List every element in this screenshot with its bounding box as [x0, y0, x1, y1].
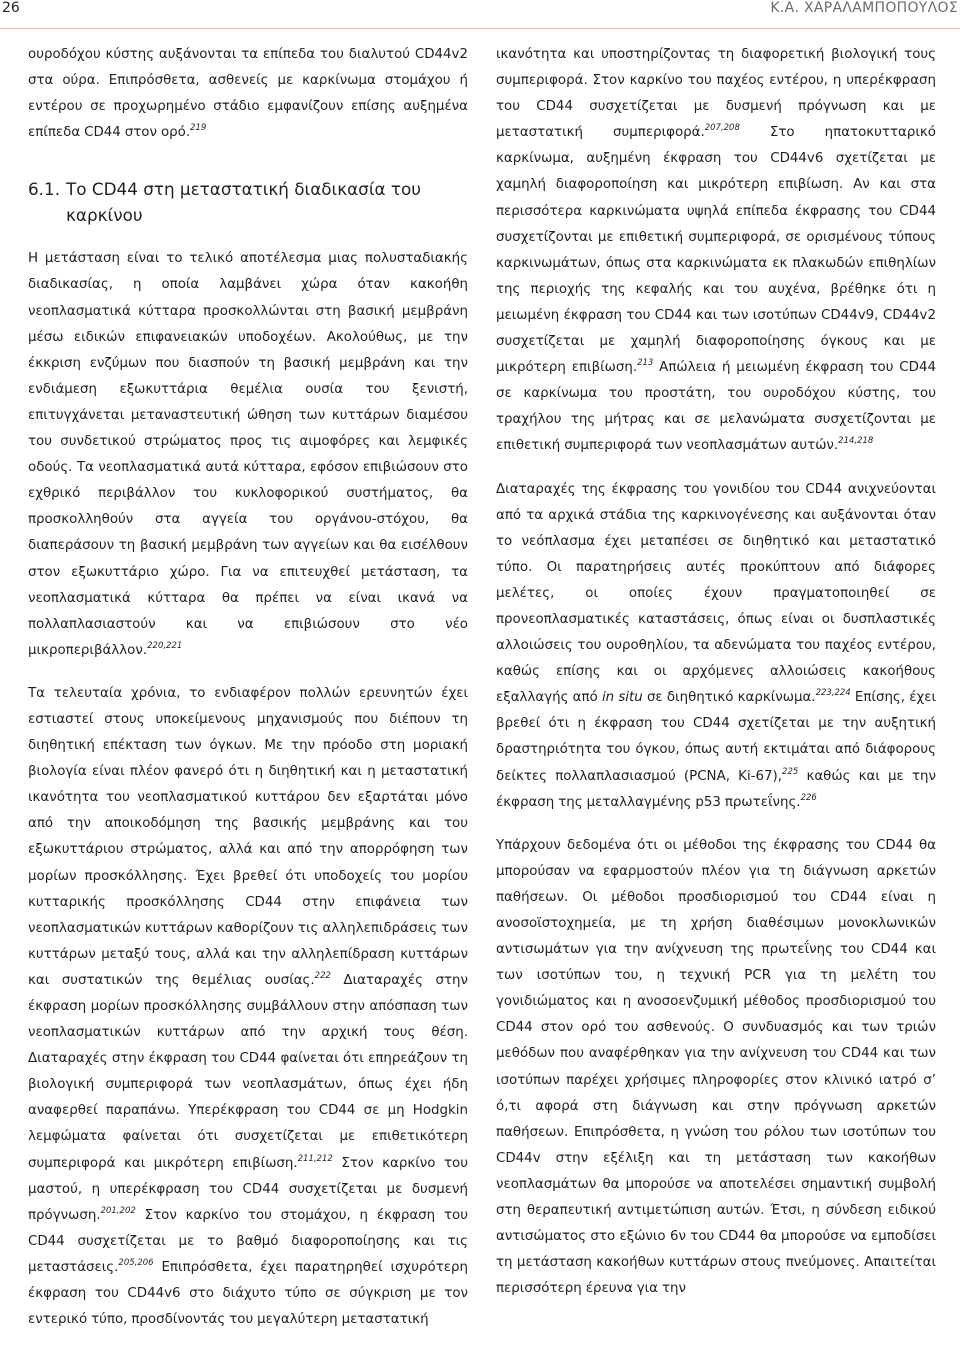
paragraph: Υπάρχουν δεδομένα ότι οι μέθοδοι της έκφρασης του CD44 θα μπορούσαν να εφαρμοστούν πλέον για τη διάγνωση αρκετών παθήσεων. Οι μέθοδοι προσδιορισμού του CD44 είναι η ανοσοϊστοχημεία, με τη χρήση διαθέσιμων μονοκλωνικών αντισωμάτων για την ανίχνευση της πρωτεΐνης του CD44 και των ισοτύπων του, η τεχνική PCR για τη μελέτη του γονιδιώματος και η ανοσοενζυμική μέθοδος προσδιορισμού του CD44 στον ορό του ασθενούς. Ο συνδυασμός και των τριών μεθόδων που αναφέρθηκαν για την ανίχνευση του CD44 και των ισοτύπων παρέχει χρήσιμες πληροφορίες στον κλινικό ιατρό σ’ ό,τι αφορά στη διάγνωση και στην πρόγνωση αρκετών παθήσεων. Επιπρόσθετα, η γνώση του ρόλου των ισοτύπων του CD44v στην εξέλιξη και τη μετάσταση των κακοήθων νεοπλασμάτων θα μπορούσε να αποτελέσει σημαντική συμβολή στη θεραπευτική αντιμετώπιση αυτών. Έτσι, η σύνδεση ειδικού αντισώματος στο εξώνιο 6ν του CD44 θα μπορούσε να εμποδίσει τη μετάσταση κακοήθων κυττάρων στους πνεύμονες. Απαιτείται περισσότερη έρευνα για την — [496, 837, 936, 1297]
page-number: 26 — [2, 0, 20, 16]
citation: 223,224 — [815, 688, 851, 699]
citation: 226 — [800, 792, 817, 803]
citation: 207,208 — [704, 123, 740, 134]
citation: 211,212 — [297, 1153, 333, 1164]
paragraph: Η μετάσταση είναι το τελικό αποτέλεσμα μιας πολυσταδιακής διαδικασίας, η οποία λαμβάνει χώρα όταν κακοήθη νεοπλασματικά κύτταρα προσκολλώνται στη βασική μεμβράνη μέσω ειδικών επιφανειακών υποδοχέων. Ακολούθως, με την έκκριση ενζύμων που διασπούν τη βασική μεμβράνη και την ενδιάμεση εξωκυττάρια θεμέλια ουσία του ξενιστή, επιτυγχάνεται μεταναστευτική ώθηση των κυττάρων διαμέσου του συνδετικού στρώματος προς τις αιμοφόρες και λεμφικές οδούς. Τα νεοπλασματικά αυτά κύτταρα, εφόσον επιβιώσουν στο εχθρικό περιβάλλον του κυκλοφορικού συστήματος, θα προσκολληθούν στα αγγεία του οργάνου-στόχου, θα διαπεράσουν τη βασική μεμβράνη των αγγείων και θα εισέλθουν στον εξωκυττάριο χώρο. Για να επιτευχθεί μετάσταση, τα νεοπλασματικά κύτταρα θα πρέπει να είναι ικανά να πολλαπλασιαστούν και να επιβιώσουν στο νέο μικροπεριβάλλον.$^{220,221}$ — [28, 251, 468, 658]
citation: 220,221 — [147, 640, 183, 651]
left-column — [28, 42, 468, 1333]
citation: 214,218 — [838, 436, 874, 447]
section-number: 6.1. — [28, 179, 61, 200]
running-head-author: Κ.Α. ΧΑΡΑΛΑΜΠΟΠΟΥΛΟΣ — [770, 0, 958, 16]
citation: 219 — [190, 123, 207, 134]
paragraph: Τα τελευταία χρόνια, το ενδιαφέρον πολλών ερευνητών έχει εστιαστεί στους υποκείμενους μηχανισμούς που διέπουν τη διηθητική επέκταση των όγκων. Με την πρόοδο στη μοριακή βιολογία είναι πλέον φανερό ότι η διηθητική και η μεταστατική ικανότητα του νεοπλασματικού κυττάρου δεν εξαρτάται μόνο από την αποικοδόμηση της βασικής μεμβράνης και του εξωκυττάριου στρώματος, αλλά και από την απορρόφηση των μορίων προσκόλλησης. Έχει βρεθεί ότι υποδοχείς του μορίου κυτταρικής προσκόλλησης CD44 στην επιφάνεια των νεοπλασματικών κυττάρων καθορίζουν τις αλληλεπιδράσεις των κυττάρων μεταξύ τους, αλλά και την αλληλεπίδραση κυττάρων και συστατικών της θεμέλιας ουσίας.$^{222}$ Διαταραχές στην έκφραση μορίων προσκόλλησης συμβάλλουν στην απόσπαση των νεοπλασματικών κυττάρων από την αρχική τους θέση. Διαταραχές στην έκφραση του CD44 φαίνεται ότι επηρεάζουν τη βιολογική συμπεριφορά των νεοπλασμάτων, όπως έχει ήδη αναφερθεί παραπάνω. Υπερέκφραση του CD44 σε μη Hodgkin λεμφώματα φαίνεται ότι συσχετίζεται με επιθετικότερη συμπεριφορά και μικρότερη επιβίωση.$^{211,212}$ Στον καρκίνο του μαστού, η υπερέκφραση του CD44 συσχετίζεται με δυσμενή πρόγνωση.$^{201,202}$ Στον καρκίνο του στομάχου, η έκφραση του CD44 συσχετίζεται με το βαθμό διαφοροποίησης και τις μεταστάσεις.$^{205,206}$ Επιπρόσθετα, έχει παρατηρηθεί ισχυρότερη έκφραση του CD44v6 στο διάχυτο τύπο σε σύγκριση με τον εντερικό τύπο, προσδίνοντάς του μεγαλύτερη μεταστατική — [28, 685, 468, 1328]
section-heading — [28, 176, 468, 228]
citation: 201,202 — [100, 1205, 136, 1216]
section-title: Το CD44 στη μεταστατική διαδικασία του καρκίνου — [66, 179, 421, 226]
citation: 205,206 — [118, 1257, 154, 1268]
italic-term: in situ — [601, 690, 643, 706]
paragraph: ουροδόχου κύστης αυξάνονται τα επίπεδα του διαλυτού CD44v2 στα ούρα. Επιπρόσθετα, ασθενείς με καρκίνωμα στομάχου ή εντέρου σε προχωρημένο στάδιο εμφανίζουν επίσης αυξημένα επίπεδα CD44 στον ορό.$^{219}$ — [28, 47, 468, 141]
citation: 213 — [637, 358, 654, 369]
page-header — [0, 0, 960, 29]
paragraph: ικανότητα και υποστηρίζοντας τη διαφορετική βιολογική τους συμπεριφορά. Στον καρκίνο του παχέος εντέρου, η υπερέκφραση του CD44 συσχετίζεται με δυσμενή πρόγνωση και με μεταστατική συμπεριφορά.$^{207,208}$ Στο ηπατοκυτταρικό καρκίνωμα, αυξημένη έκφραση του CD44v6 σχετίζεται με χαμηλή διαφοροποίηση και μικρότερη επιβίωση. Αν και στα περισσότερα καρκινώματα υψηλά επίπεδα έκφρασης του CD44 συσχετίζονται με επιθετική συμπεριφορά, σε ορισμένους τύπους καρκινωμάτων, όπως στα καρκινώματα εκ πλακωδών επιθηλίων της περιοχής της κεφαλής και του αυχένα, βρέθηκε ότι η μειωμένη έκφραση του CD44 και των ισοτύπων CD44v9, CD44v2 συσχετίζεται με χαμηλή διαφοροποίησης όγκους και με μικρότερη επιβίωση.$^{213}$ Απώλεια ή μειωμένη έκφραση του CD44 σε καρκίνωμα του προστάτη, του ουροδόχου κύστης, του τραχήλου της μήτρας και σε μελανώματα συσχετίζονται με επιθετική συμπεριφορά των νεοπλασμάτων αυτών.$^{214,218}$ — [496, 47, 936, 454]
paragraph: Διαταραχές της έκφρασης του γονιδίου του CD44 ανιχνεύονται από τα αρχικά στάδια της καρκινογένεσης και αυξάνονται όταν το νεόπλασμα έχει μεταπέσει σε διηθητικό και μεταστατικό τύπο. Οι παρατηρήσεις αυτές προκύπτουν από διάφορες μελέτες, οι οποίες έχουν πραγματοποιηθεί σε προνεοπλασματικές καταστάσεις, όπως είναι οι δυσπλαστικές αλλοιώσεις του ουροθηλίου, τα αδενώματα του παχέος εντέρου, καθώς επίσης και οι αρχόμενες αλλοιώσεις κακοήθους εξαλλαγής από in situ σε διηθητικό καρκίνωμα.$^{223,224}$ Επίσης, έχει βρεθεί ότι η έκφραση του CD44 σχετίζεται με την αυξητική δραστηριότητα του όγκου, όπως αυτή εκτιμάται από διάφορους δείκτες πολλαπλασιασμού (PCNA, Ki-67),$^{225}$ καθώς και με την έκφραση της μεταλλαγμένης p53 πρωτεΐνης.$^{226}$ — [496, 481, 936, 810]
citation: 222 — [314, 970, 331, 981]
right-column — [496, 42, 936, 1302]
citation: 225 — [782, 766, 799, 777]
